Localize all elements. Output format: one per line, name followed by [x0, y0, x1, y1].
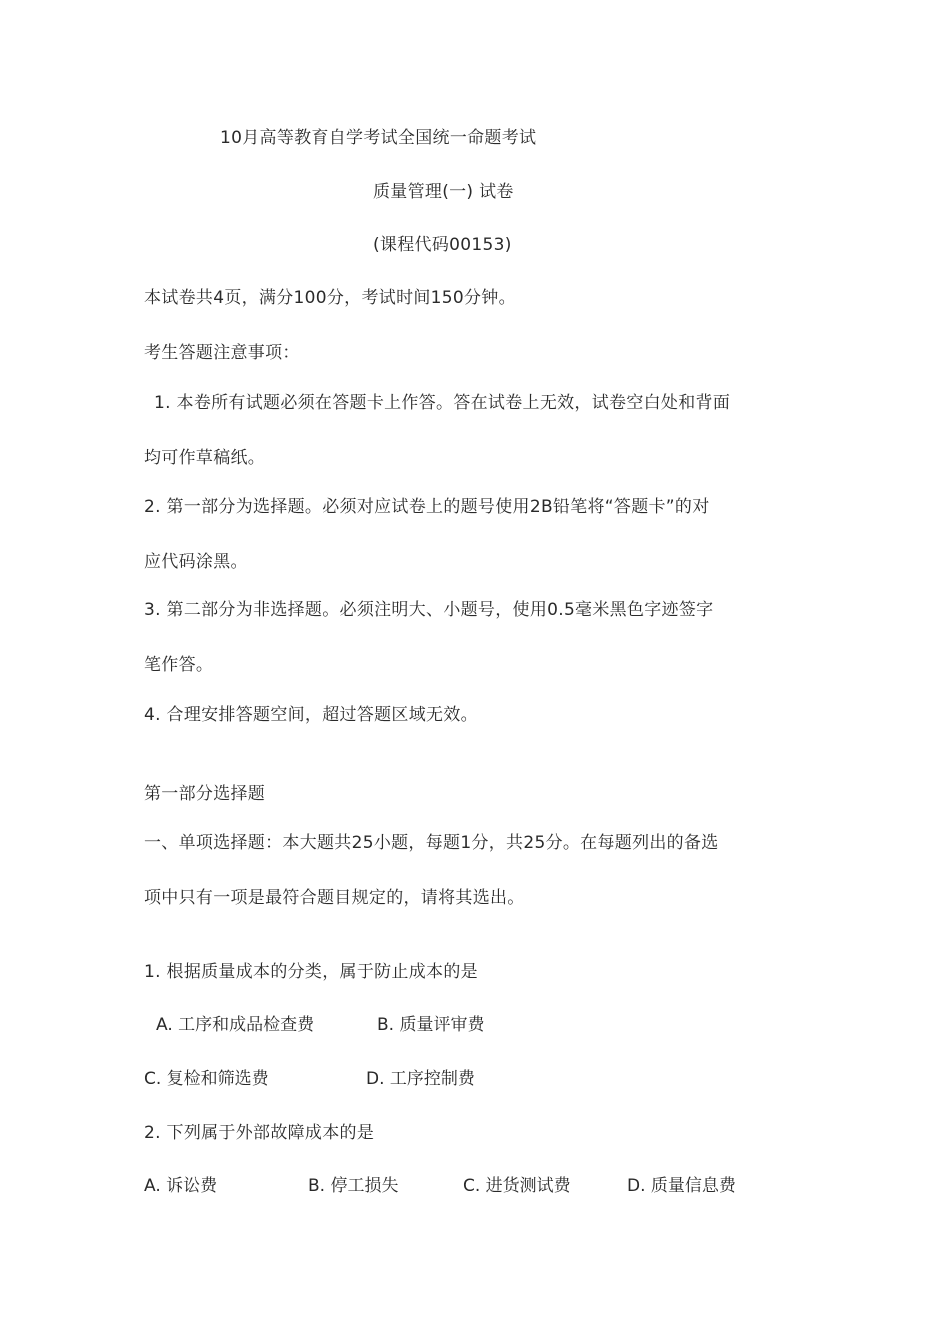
option-d: D. 工序控制费 [366, 1069, 475, 1089]
section-instructions-cont: 项中只有一项是最符合题目规定的，请将其选出。 [144, 888, 525, 908]
part-one-heading: 第一部分选择题 [144, 784, 266, 804]
notice-item-2: 2. 第一部分为选择题。必须对应试卷上的题号使用2B铅笔将“答题卡”的对 [144, 497, 710, 517]
exam-title: 10月高等教育自学考试全国统一命题考试 [220, 128, 537, 148]
section-instructions: 一、单项选择题：本大题共25小题，每题1分，共25分。在每题列出的备选 [144, 833, 719, 853]
course-code: (课程代码00153) [373, 235, 512, 255]
notice-item-3: 3. 第二部分为非选择题。必须注明大、小题号，使用0.5毫米黑色字迹签字 [144, 600, 714, 620]
notice-item-1-cont: 均可作草稿纸。 [144, 448, 266, 468]
question-stem: 2. 下列属于外部故障成本的是 [144, 1123, 375, 1143]
paper-title: 质量管理(一) 试卷 [373, 182, 514, 202]
notice-heading: 考生答题注意事项： [144, 343, 300, 363]
notice-item-2-cont: 应代码涂黑。 [144, 552, 248, 572]
paper-info: 本试卷共4页，满分100分，考试时间150分钟。 [144, 288, 516, 308]
option-d: D. 质量信息费 [627, 1176, 736, 1196]
option-c: C. 复检和筛选费 [144, 1069, 269, 1089]
notice-item-1: 1. 本卷所有试题必须在答题卡上作答。答在试卷上无效，试卷空白处和背面 [154, 393, 731, 413]
question-stem: 1. 根据质量成本的分类，属于防止成本的是 [144, 962, 478, 982]
notice-item-3-cont: 笔作答。 [144, 655, 214, 675]
option-a: A. 工序和成品检查费 [156, 1015, 315, 1035]
option-b: B. 停工损失 [308, 1176, 399, 1196]
notice-item-4: 4. 合理安排答题空间，超过答题区域无效。 [144, 705, 478, 725]
option-c: C. 进货测试费 [463, 1176, 571, 1196]
option-a: A. 诉讼费 [144, 1176, 218, 1196]
option-b: B. 质量评审费 [377, 1015, 485, 1035]
